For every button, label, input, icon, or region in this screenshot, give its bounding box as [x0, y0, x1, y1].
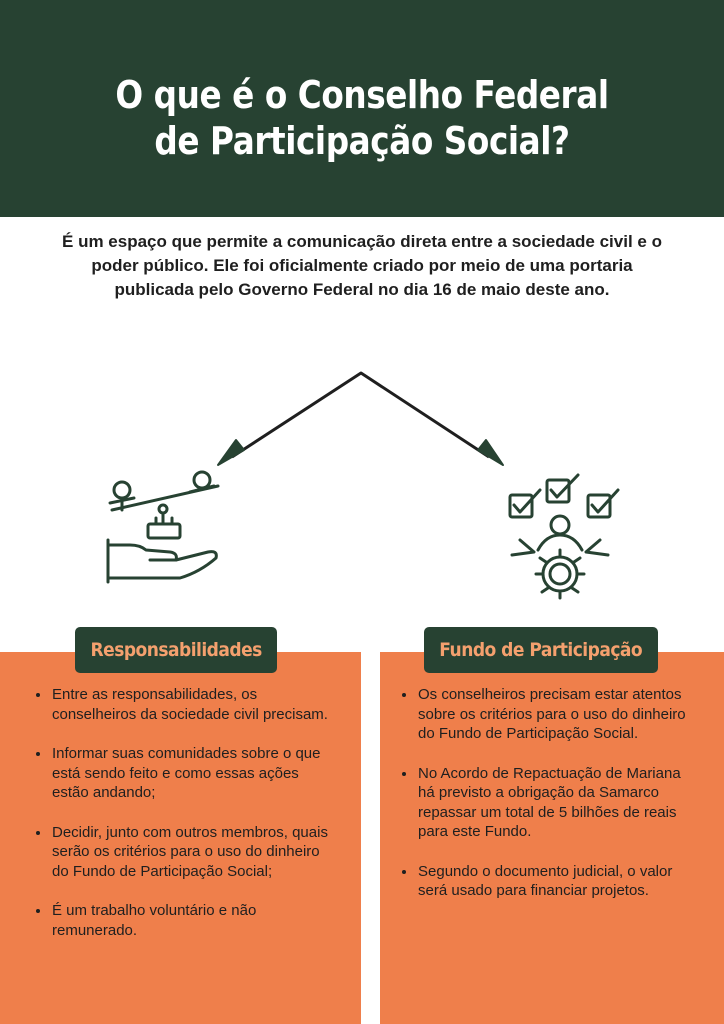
split-arrow-icon [218, 373, 503, 465]
title-line-1: O que é o Conselho Federal [115, 73, 609, 117]
title-line-2: de Participação Social? [154, 119, 570, 163]
list-item: No Acordo de Repactuação de Mariana há previsto a obrigação da Samarco repassar um total de 5 bilhões de reais para este Fundo. [400, 764, 700, 842]
responsabilidades-list [34, 685, 334, 960]
list-item: É um trabalho voluntário e não remunerado. [34, 901, 334, 940]
fundo-heading: Fundo de Participação [424, 627, 658, 673]
list-item: Os conselheiros precisam estar atentos sobre os critérios para o uso do dinheiro do Fundo de Participação Social. [400, 685, 700, 744]
list-item: Informar suas comunidades sobre o que está sendo feito e como essas ações estão andando; [34, 744, 334, 803]
list-item: Entre as responsabilidades, os conselheiros da sociedade civil precisam. [34, 685, 334, 724]
hand-balance-scale-icon [108, 472, 218, 582]
fundo-list [400, 685, 700, 921]
list-item: Segundo o documento judicial, o valor será usado para financiar projetos. [400, 862, 700, 901]
intro-text: É um espaço que permite a comunicação direta entre a sociedade civil e o poder público. Ele foi oficialmente criado por meio de uma portaria publicada pelo Governo Federal no dia 16 de maio deste ano. [62, 232, 662, 299]
person-checklist-gear-icon [510, 475, 618, 598]
list-item: Decidir, junto com outros membros, quais serão os critérios para o uso do dinheiro do Fundo de Participação Social; [34, 823, 334, 882]
responsabilidades-heading: Responsabilidades [75, 627, 277, 673]
